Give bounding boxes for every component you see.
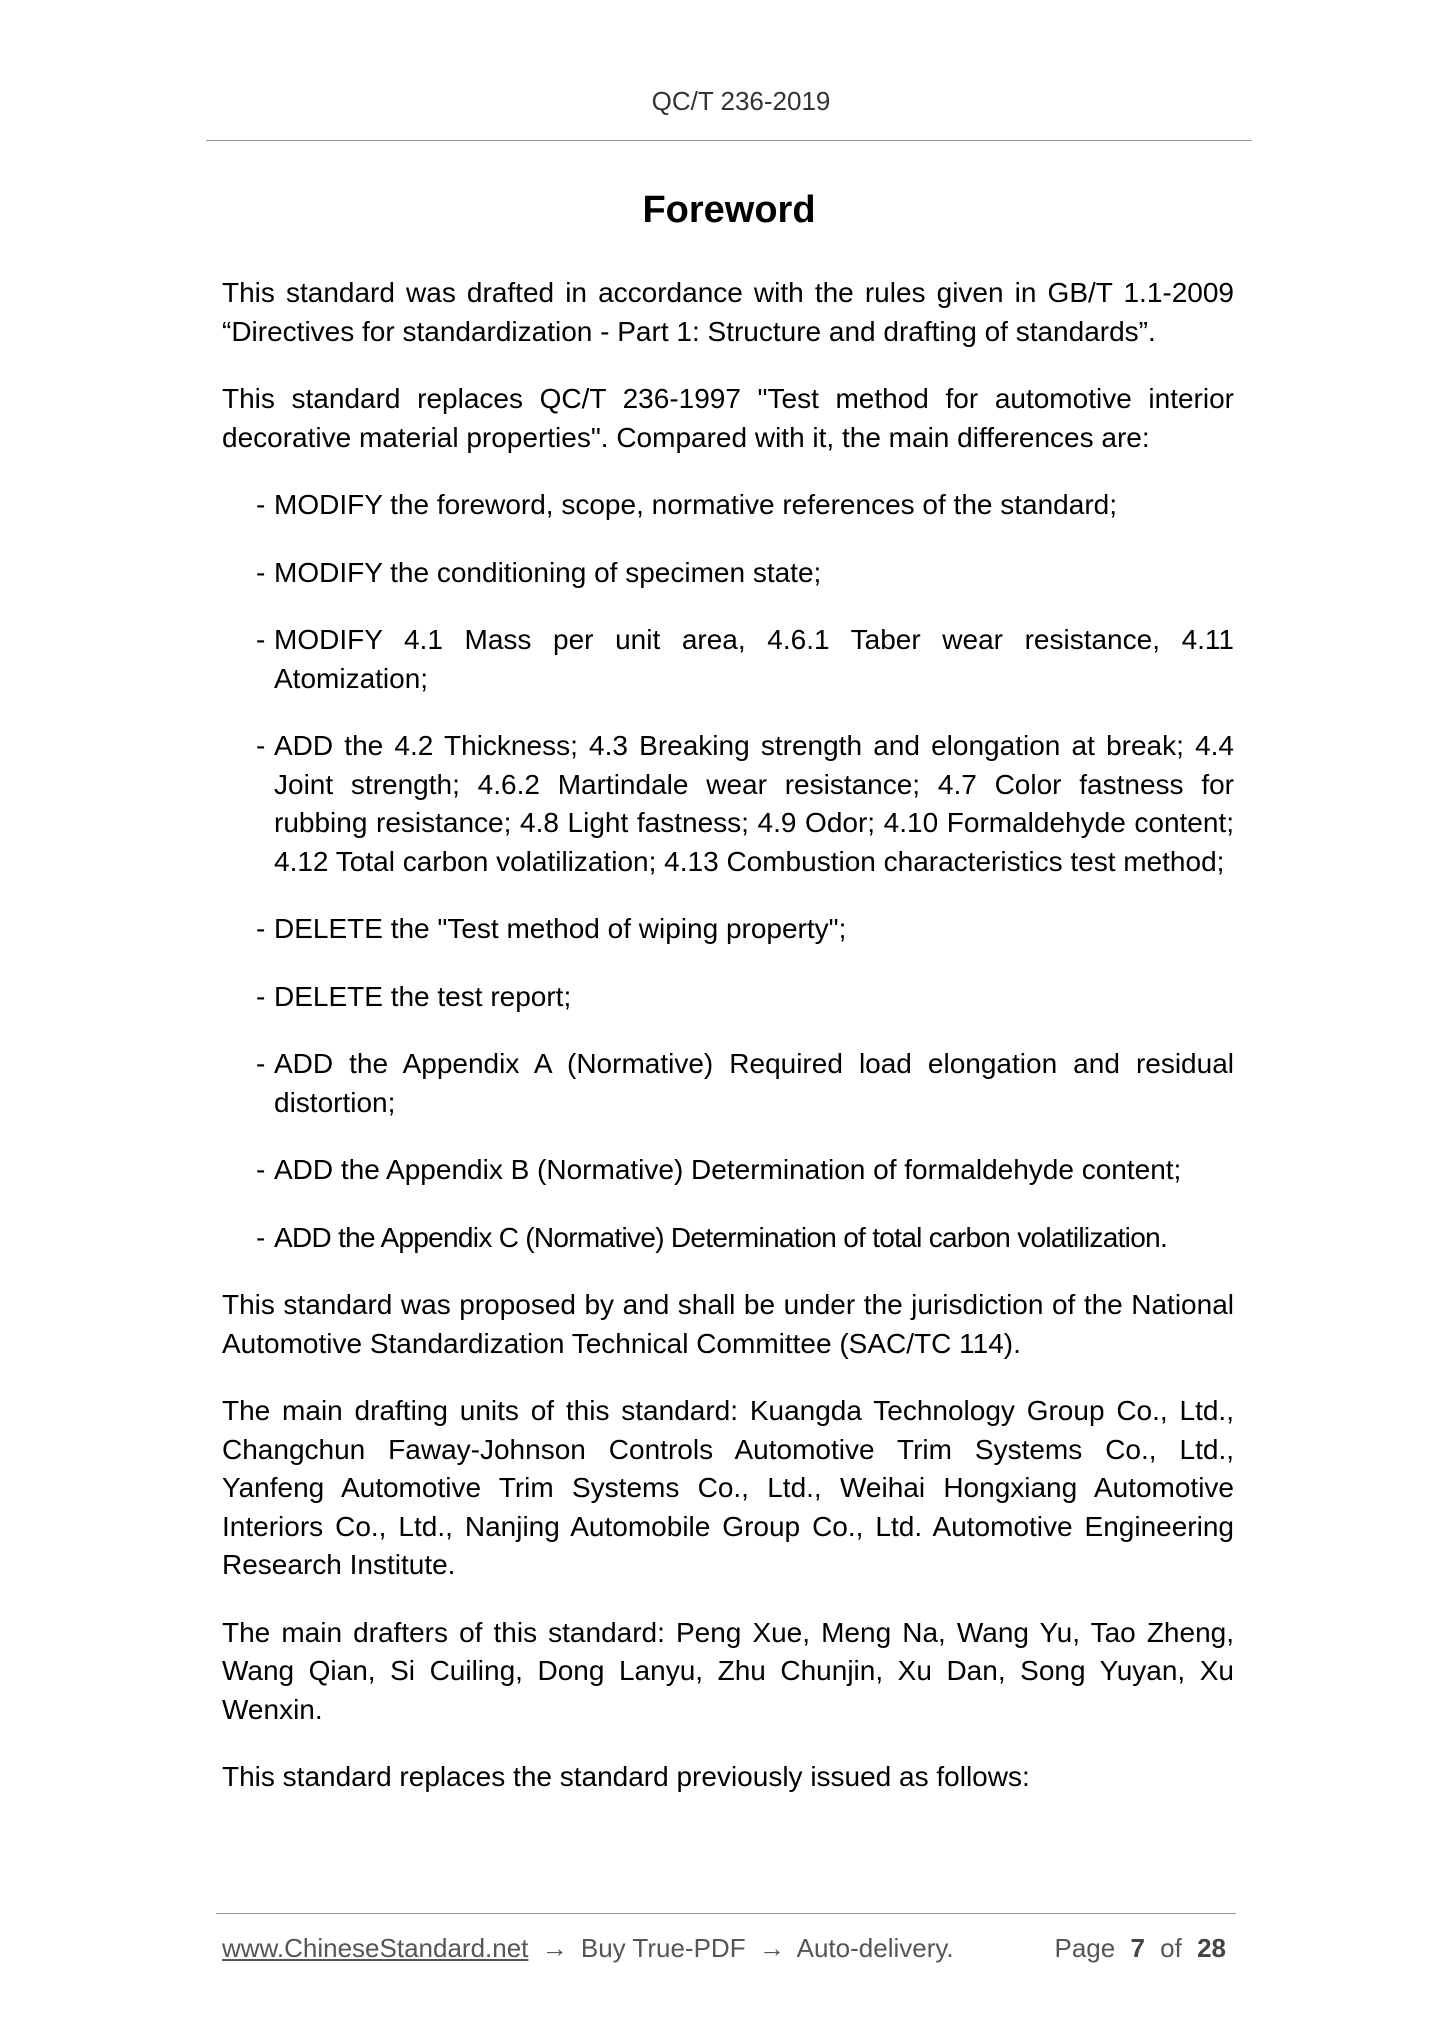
differences-list (222, 486, 1234, 1257)
list-item: - ADD the Appendix C (Normative) Determination of total carbon volatilization. (256, 1219, 1234, 1258)
paragraph-jurisdiction: This standard was proposed by and shall be under the jurisdiction of the National Automotive Standardization Technical Committee (SAC/TC 114). (222, 1289, 1234, 1359)
paragraph-previous-issues: This standard replaces the standard previously issued as follows: (222, 1761, 1030, 1792)
delivery-text: Auto-delivery. (796, 1933, 954, 1963)
list-item: - ADD the Appendix B (Normative) Determination of formaldehyde content; (256, 1151, 1234, 1190)
page-footer (222, 1930, 1234, 1966)
paragraph-drafting-units: The main drafting units of this standard: Kuangda Technology Group Co., Ltd., Changchun Faway-Johnson Controls Automotive Trim Systems Co., Ltd., Yanfeng Automotive Trim Systems Co., Ltd., Weihai Hongxiang Automotive Interiors Co., Ltd., Nanjing Automobile Group Co., Ltd. Automotive Engineering Research Institute. (222, 1395, 1234, 1580)
list-item: - ADD the 4.2 Thickness; 4.3 Breaking strength and elongation at break; 4.4 Joint strength; 4.6.2 Martindale wear resistance; 4.7 Color fastness for rubbing resistance; 4.8 Light fastness; 4.9 Odor; 4.10 Formaldehyde content; 4.12 Total carbon volatilization; 4.13 Combustion characteristics test method; (256, 727, 1234, 881)
paragraph-drafting-rules: This standard was drafted in accordance with the rules given in GB/T 1.1-2009 “Directives for standardization - Part 1: Structure and drafting of standards”. (222, 277, 1234, 347)
buy-text: Buy True-PDF (580, 1933, 746, 1963)
page-title: Foreword (642, 189, 816, 231)
list-item: - MODIFY the foreword, scope, normative references of the standard; (256, 486, 1234, 525)
footer-divider (216, 1913, 1236, 1914)
page-of: of (1160, 1933, 1182, 1963)
standard-code: QC/T 236-2019 (651, 86, 831, 116)
list-item: - MODIFY the conditioning of specimen state; (256, 554, 1234, 593)
page-label: Page (1054, 1933, 1116, 1963)
site-link[interactable]: www.ChineseStandard.net (222, 1933, 529, 1963)
list-item: - MODIFY 4.1 Mass per unit area, 4.6.1 Taber wear resistance, 4.11 Atomization; (256, 621, 1234, 698)
list-item: - DELETE the "Test method of wiping property"; (256, 910, 1234, 949)
paragraph-replaces: This standard replaces QC/T 236-1997 "Test method for automotive interior decorative material properties". Compared with it, the main differences are: (222, 383, 1234, 453)
list-item: - ADD the Appendix A (Normative) Required load elongation and residual distortion; (256, 1045, 1234, 1122)
page-current: 7 (1130, 1933, 1145, 1963)
list-item: - DELETE the test report; (256, 978, 1234, 1017)
page-total: 28 (1197, 1933, 1226, 1963)
document-body (222, 274, 1234, 1826)
arrow-right-icon: → (541, 1933, 568, 1963)
arrow-right-icon: → (758, 1933, 785, 1963)
paragraph-drafters: The main drafters of this standard: Peng Xue, Meng Na, Wang Yu, Tao Zheng, Wang Qian, Si Cuiling, Dong Lanyu, Zhu Chunjin, Xu Dan, Song Yuyan, Xu Wenxin. (222, 1616, 1234, 1725)
page-header (206, 86, 1252, 141)
page-number (1054, 1930, 1234, 1966)
